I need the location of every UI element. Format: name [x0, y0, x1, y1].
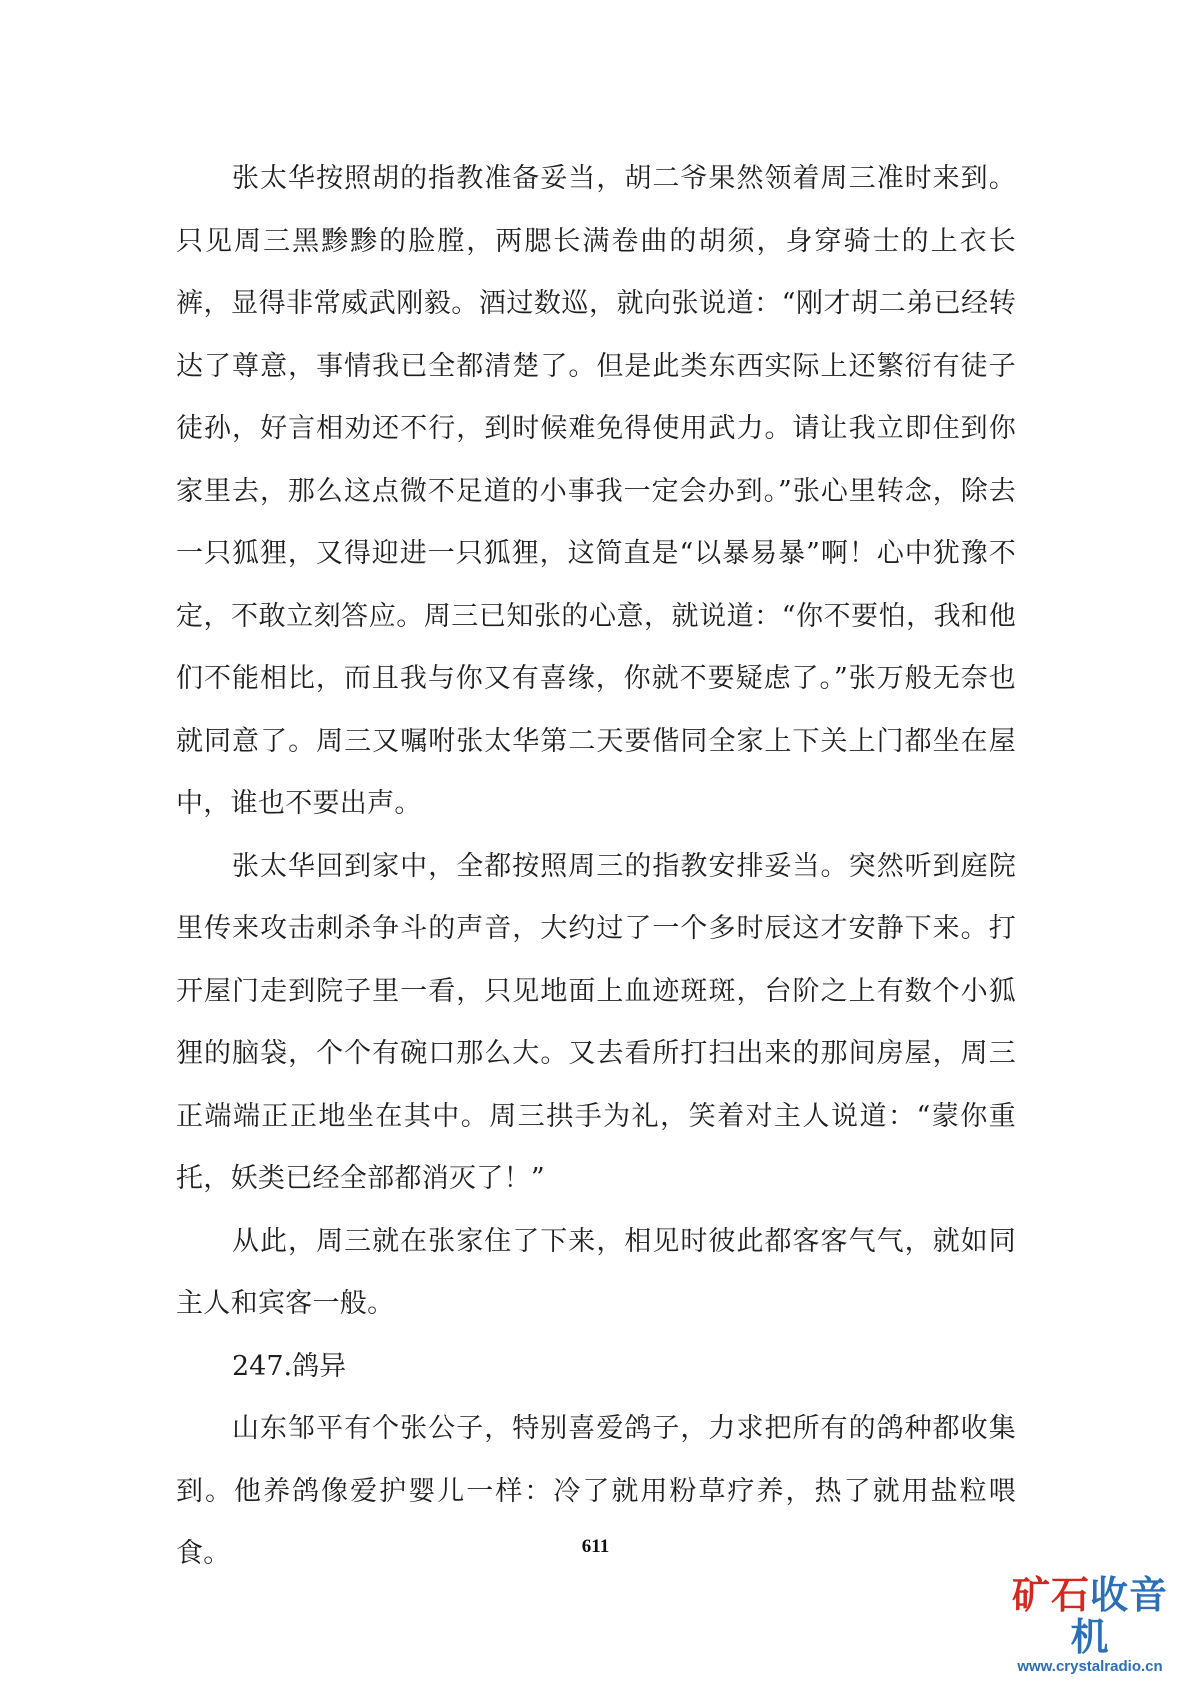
paragraph: 张太华按照胡的指教准备妥当，胡二爷果然领着周三准时来到。只见周三黑黪黪的脸膛，两腮长满卷曲的胡须，身穿骑士的上衣长裤，显得非常威武刚毅。酒过数巡，就向张说道：“刚才胡二弟已经转达了尊意，事情我已全都清楚了。但是此类东西实际上还繁衍有徒子徒孙，好言相劝还不行，到时候难免得使用武力。请让我立即住到你家里去，那么这点微不足道的小事我一定会办到。”张心里转念，除去一只狐狸，又得迎进一只狐狸，这简直是“以暴易暴”啊！心中犹豫不定，不敢立刻答应。周三已知张的心意，就说道：“你不要怕，我和他们不能相比，而且我与你又有喜缘，你就不要疑虑了。”张万般无奈也就同意了。周三又嘱咐张太华第二天要偕同全家上下关上门都坐在屋中，谁也不要出声。: [176, 163, 1016, 819]
section-heading: 247.鸽异: [232, 1350, 347, 1382]
watermark-logo: [995, 1574, 1185, 1676]
paragraph: 张太华回到家中，全都按照周三的指教安排妥当。突然听到庭院里传来攻击刺杀争斗的声音，大约过了一个多时辰这才安静下来。打开屋门走到院子里一看，只见地面上血迹斑斑，台阶之上有数个小狐狸的脑袋，个个有碗口那么大。又去看所打扫出来的那间房屋，周三正端端正正地坐在其中。周三拱手为礼，笑着对主人说道：“蒙你重托，妖类已经全部都消灭了！”: [176, 850, 1016, 1194]
watermark-logo-part2: 收音机: [1070, 1573, 1169, 1659]
page-number: 611: [581, 1536, 610, 1557]
paragraph: 山东邹平有个张公子，特别喜爱鸽子，力求把所有的鸽种都收集到。他养鸽像爱护婴儿一样：冷了就用粉草疗养，热了就用盐粒喂食。: [176, 1413, 1016, 1569]
text-body: [176, 148, 1016, 1586]
watermark-logo-text: [995, 1574, 1185, 1658]
watermark-logo-part1: 矿石: [1011, 1573, 1090, 1617]
paragraph: 从此，周三就在张家住了下来，相见时彼此都客客气气，就如同主人和宾客一般。: [176, 1225, 1016, 1319]
watermark-url: www.crystalradio.cn: [1017, 1658, 1163, 1675]
